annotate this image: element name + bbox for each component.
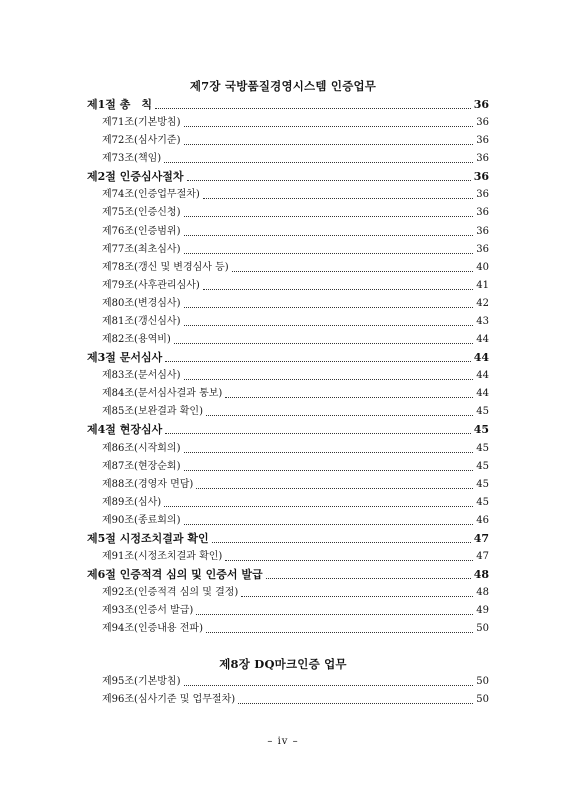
- toc-page-number: 45: [473, 423, 489, 437]
- toc-entry-label: 제84조(문서심사결과 통보): [102, 388, 223, 400]
- toc-page-number: 36: [473, 170, 489, 184]
- toc-entry-label: 제83조(문서심사): [102, 370, 181, 382]
- toc-entry-label: 제2절 인증심사절차: [87, 170, 184, 184]
- toc-page-number: 49: [476, 605, 489, 617]
- toc-entry-label: 제71조(기본방침): [102, 117, 181, 129]
- toc-dot-leader: [241, 596, 473, 597]
- toc-entry-label: 제87조(현장순회): [102, 460, 181, 472]
- toc-page-number: 36: [476, 225, 489, 237]
- toc-entry-label: 제78조(갱신 및 변경심사 등): [102, 261, 229, 273]
- toc-page-number: 50: [476, 676, 489, 687]
- toc-article-entry[interactable]: [102, 224, 489, 240]
- toc-article-entry[interactable]: [102, 386, 489, 402]
- toc-entry-label: 제94조(인증내용 전파): [102, 623, 203, 635]
- toc-article-entry[interactable]: [102, 332, 489, 348]
- toc-section-entry[interactable]: [87, 422, 489, 438]
- toc-dot-leader: [184, 253, 474, 254]
- toc-dot-leader: [184, 235, 474, 236]
- toc-entry-label: 제86조(시작회의): [102, 442, 181, 454]
- toc-article-entry[interactable]: [102, 151, 489, 167]
- toc-entry-label: 제5절 시정조치결과 확인: [87, 531, 209, 545]
- toc-article-entry[interactable]: [102, 441, 489, 457]
- toc-entry-label: 제75조(인증신청): [102, 207, 181, 219]
- toc-dot-leader: [164, 506, 473, 507]
- toc-entry-label: 제88조(경영자 면담): [102, 478, 194, 490]
- toc-dot-leader: [165, 361, 470, 362]
- toc-entry-label: 제4절 현장심사: [87, 423, 163, 437]
- toc-entry-label: 제6절 인증적격 심의 및 인증서 발급: [87, 568, 263, 582]
- toc-dot-leader: [184, 524, 474, 525]
- toc-entry-label: 제79조(사후관리심사): [102, 279, 200, 291]
- toc-article-entry[interactable]: [102, 133, 489, 149]
- toc-dot-leader: [184, 685, 474, 686]
- toc-article-entry[interactable]: [102, 205, 489, 221]
- toc-article-entry[interactable]: [102, 459, 489, 475]
- toc-entry-label: 제82조(용역비): [102, 334, 171, 346]
- toc-page-number: 50: [476, 623, 489, 635]
- toc-page-number: 47: [476, 551, 489, 562]
- toc-article-entry[interactable]: [102, 296, 489, 312]
- toc-article-entry[interactable]: [102, 314, 489, 330]
- toc-entry-label: 제80조(변경심사): [102, 297, 181, 309]
- toc-section-entry[interactable]: [87, 97, 489, 113]
- toc-page-number: 40: [476, 261, 489, 273]
- toc-dot-leader: [155, 108, 471, 109]
- toc-page-number: 45: [476, 406, 489, 418]
- toc-dot-leader: [184, 216, 474, 217]
- chapter-title: 제7장 국방품질경영시스템 인증업무: [189, 79, 377, 93]
- toc-entry-label: 제85조(보완결과 확인): [102, 406, 203, 418]
- toc-page-number: 45: [476, 442, 489, 454]
- toc-dot-leader: [238, 703, 473, 704]
- toc-article-entry[interactable]: [102, 549, 489, 565]
- toc-section-entry[interactable]: [87, 531, 489, 547]
- toc-entry-label: 제76조(인증범위): [102, 225, 181, 237]
- toc-page-number: 36: [476, 135, 489, 147]
- toc-article-entry[interactable]: [102, 513, 489, 529]
- toc-page-number: 48: [473, 568, 489, 582]
- toc-entry-label: 제90조(종료회의): [102, 514, 181, 526]
- toc-entry-label: 제73조(책임): [102, 153, 162, 165]
- toc-dot-leader: [232, 271, 474, 272]
- toc-page-number: 36: [476, 243, 489, 255]
- toc-dot-leader: [184, 470, 474, 471]
- toc-page-number: 45: [476, 478, 489, 490]
- toc-page-number: 47: [473, 531, 489, 545]
- toc-page-number: 45: [476, 496, 489, 508]
- toc-page-number: 44: [473, 351, 489, 365]
- toc-page-number: 44: [476, 334, 489, 346]
- toc-dot-leader: [184, 379, 474, 380]
- toc-article-entry[interactable]: [102, 368, 489, 384]
- toc-entry-label: 제96조(심사기준 및 업무절차): [102, 694, 236, 706]
- toc-dot-leader: [174, 343, 473, 344]
- toc-article-entry[interactable]: [102, 187, 489, 203]
- toc-dot-leader: [196, 488, 473, 489]
- toc-dot-leader: [196, 614, 473, 615]
- toc-article-entry[interactable]: [102, 404, 489, 420]
- toc-page-number: 36: [476, 189, 489, 201]
- toc-dot-leader: [206, 632, 473, 633]
- toc-page-number: 36: [476, 153, 489, 165]
- toc-entry-label: 제91조(시정조치결과 확인): [102, 551, 223, 562]
- toc-dot-leader: [165, 433, 470, 434]
- toc-page-number: 36: [476, 117, 489, 129]
- toc-entry-label: 제95조(기본방침): [102, 676, 181, 687]
- toc-page-number: 44: [476, 370, 489, 382]
- page-number: – iv –: [267, 736, 299, 747]
- toc-dot-leader: [184, 126, 474, 127]
- toc-dot-leader: [203, 289, 473, 290]
- toc-dot-leader: [225, 560, 473, 561]
- toc-article-entry[interactable]: [102, 674, 489, 690]
- toc-entry-label: 제81조(갱신심사): [102, 315, 181, 327]
- toc-dot-leader: [225, 397, 473, 398]
- toc-page-number: 42: [476, 297, 489, 309]
- toc-entry-label: 제1절 총 칙: [87, 98, 152, 111]
- toc-entry-label: 제74조(인증업무절차): [102, 189, 200, 201]
- toc-article-entry[interactable]: [102, 278, 489, 294]
- toc-page-number: 36: [476, 207, 489, 219]
- toc-dot-leader: [184, 452, 474, 453]
- toc-dot-leader: [187, 180, 471, 181]
- toc-page-number: 46: [476, 514, 489, 526]
- toc-page-number: 45: [476, 460, 489, 472]
- toc-section-entry[interactable]: [87, 567, 489, 583]
- toc-page-number: 41: [476, 279, 489, 291]
- toc-entry-label: 제92조(인증적격 심의 및 결정): [102, 587, 239, 599]
- toc-dot-leader: [206, 415, 473, 416]
- toc-article-entry[interactable]: [102, 692, 489, 708]
- toc-dot-leader: [184, 144, 474, 145]
- toc-dot-leader: [184, 325, 474, 326]
- toc-entry-label: 제72조(심사기준): [102, 135, 181, 147]
- toc-article-entry[interactable]: [102, 621, 489, 637]
- toc-section-entry[interactable]: [87, 350, 489, 366]
- toc-dot-leader: [212, 542, 471, 543]
- toc-dot-leader: [184, 307, 474, 308]
- toc-page-number: 43: [476, 315, 489, 327]
- chapter-title: 제8장 DQ마크인증 업무: [219, 657, 347, 671]
- toc-page-number: 50: [476, 694, 489, 706]
- toc-entry-label: 제3절 문서심사: [87, 351, 163, 365]
- toc-dot-leader: [203, 198, 473, 199]
- toc-section-entry[interactable]: [87, 169, 489, 185]
- toc-article-entry[interactable]: [102, 260, 489, 276]
- toc-entry-label: 제93조(인증서 발급): [102, 605, 194, 617]
- toc-article-entry[interactable]: [102, 477, 489, 493]
- toc-article-entry[interactable]: [102, 585, 489, 601]
- toc-article-entry[interactable]: [102, 115, 489, 131]
- toc-page-number: 48: [476, 587, 489, 599]
- toc-dot-leader: [164, 162, 473, 163]
- toc-entry-label: 제89조(심사): [102, 496, 162, 508]
- toc-article-entry[interactable]: [102, 495, 489, 511]
- toc-page-number: 44: [476, 388, 489, 400]
- toc-dot-leader: [266, 578, 471, 579]
- toc-entry-label: 제77조(최초심사): [102, 243, 181, 255]
- toc-article-entry[interactable]: [102, 603, 489, 619]
- toc-article-entry[interactable]: [102, 242, 489, 258]
- toc-page-number: 36: [473, 98, 489, 111]
